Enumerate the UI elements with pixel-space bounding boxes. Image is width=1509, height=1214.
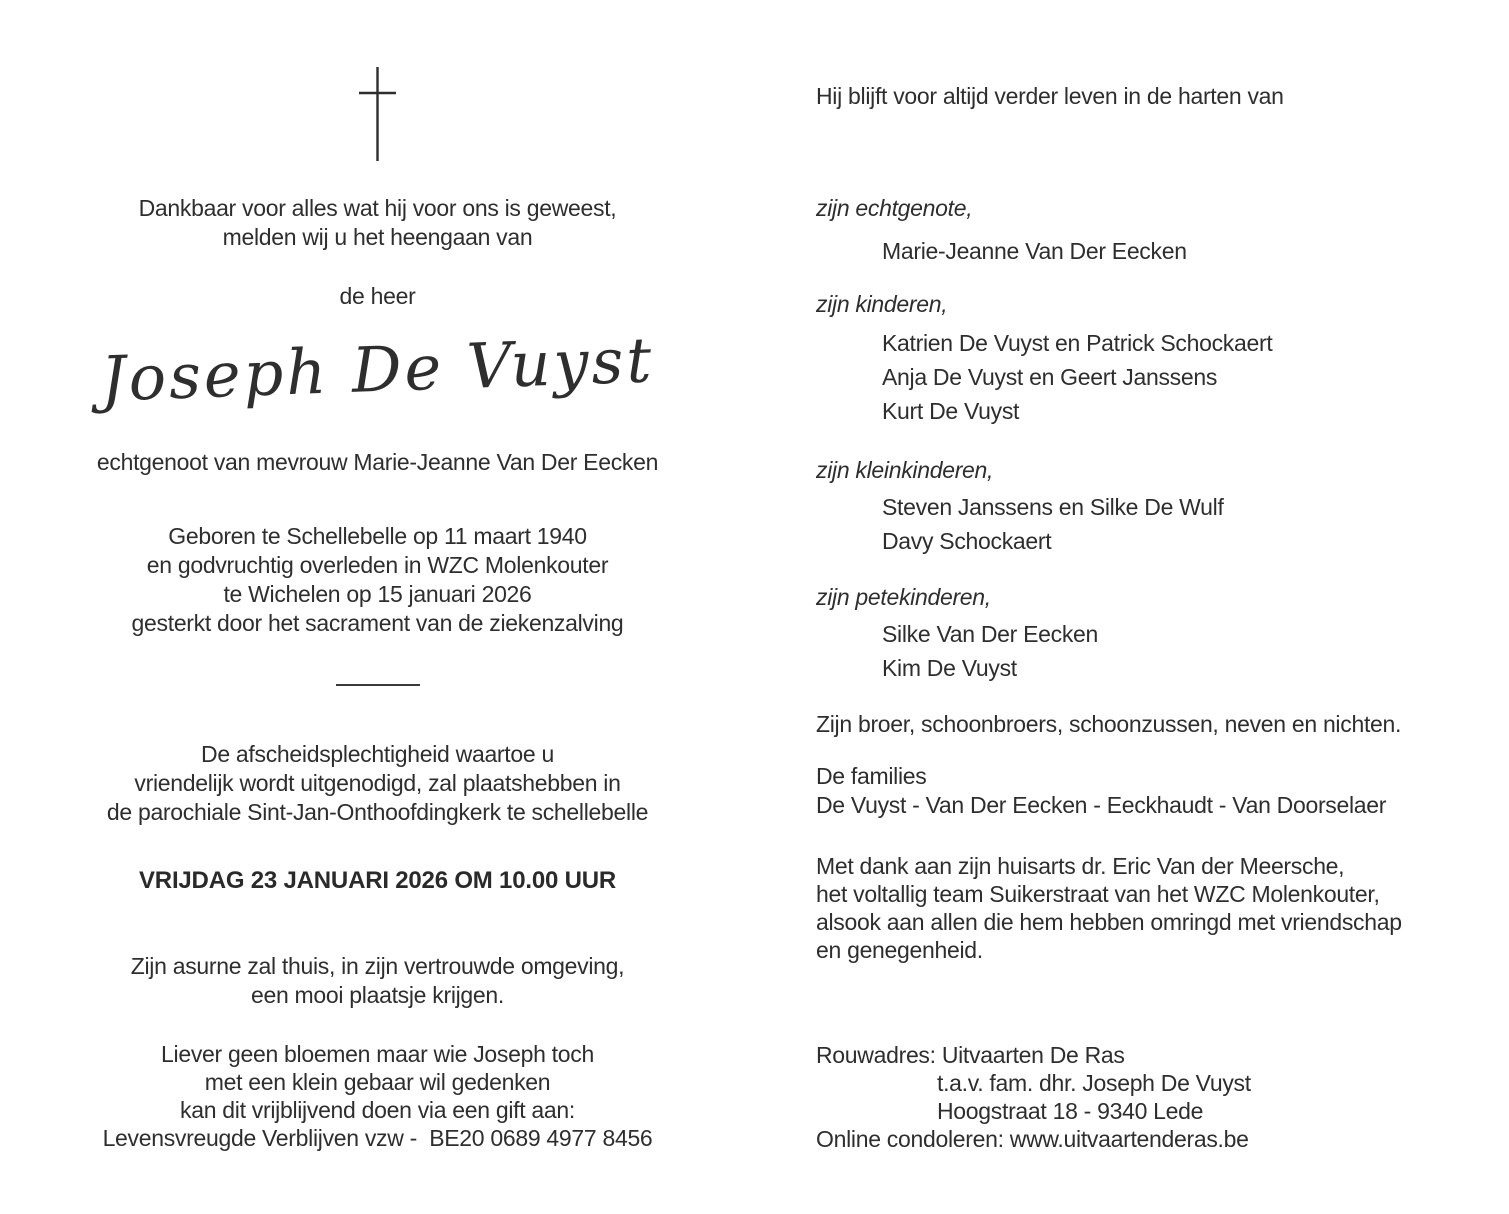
thanks-block (816, 852, 1476, 964)
intro-line: melden wij u het heengaan van (222, 224, 533, 250)
urn-line: een mooi plaatsje krijgen. (250, 982, 505, 1008)
family-member-name: Silke Van Der Eecken (882, 621, 1099, 647)
families-line: De Vuyst - Van Der Eecken - Eeckhaudt - Van Doorselaer (816, 792, 1387, 818)
group-kinderen-names (816, 326, 1476, 428)
group-echtgenote-names (816, 234, 1476, 268)
right-page (816, 0, 1476, 1214)
mourning-address-block (816, 1041, 1476, 1153)
service-info (50, 740, 705, 827)
thanks-line: Met dank aan zijn huisarts dr. Eric Van der Meersche, (816, 853, 1345, 879)
families-line: De families (816, 763, 927, 789)
relatives-line: Zijn broer, schoonbroers, schoonzussen, neven en nichten. (816, 711, 1402, 737)
family-member-name: Kim De Vuyst (882, 655, 1017, 681)
family-member-name: Katrien De Vuyst en Patrick Schockaert (882, 330, 1273, 356)
cross-icon (356, 64, 400, 164)
life-line: Geboren te Schellebelle op 11 maart 1940 (168, 523, 587, 549)
deceased-title: de heer (339, 283, 416, 309)
online-condolence-line: Online condoleren: www.uitvaartenderas.be (816, 1126, 1249, 1152)
donation-line: kan dit vrijblijvend doen via een gift aan: (180, 1097, 575, 1123)
family-member-name: Davy Schockaert (882, 528, 1052, 554)
life-line: en godvruchtig overleden in WZC Molenkouter (146, 552, 609, 578)
thanks-line: alsook aan allen die hem hebben omringd met vriendschap (816, 909, 1402, 935)
spouse-line: echtgenoot van mevrouw Marie-Jeanne Van Der Eecken (96, 449, 659, 475)
donation-line: Levensvreugde Verblijven vzw - BE20 0689 4977 8456 (102, 1125, 653, 1151)
service-line: vriendelijk wordt uitgenodigd, zal plaatshebben in (134, 770, 621, 796)
deceased-name: Joseph De Vuyst (99, 323, 656, 416)
mourning-address-line: Hoogstraat 18 - 9340 Lede (937, 1098, 1204, 1124)
family-member-name: Steven Janssens en Silke De Wulf (882, 494, 1224, 520)
life-line: te Wichelen op 15 januari 2026 (223, 581, 532, 607)
service-datetime: VRIJDAG 23 JANUARI 2026 OM 10.00 UUR (139, 867, 616, 894)
group-kinderen-label: zijn kinderen, (816, 291, 948, 317)
urn-info (50, 952, 705, 1010)
mourning-address-line: Rouwadres: Uitvaarten De Ras (816, 1042, 1125, 1068)
group-petekinderen-names (816, 617, 1476, 685)
group-kleinkinderen-label: zijn kleinkinderen, (816, 457, 994, 483)
family-member-name: Marie-Jeanne Van Der Eecken (882, 238, 1187, 264)
family-member-name: Anja De Vuyst en Geert Janssens (882, 364, 1218, 390)
families-block (816, 762, 1476, 820)
mourning-address-line: t.a.v. fam. dhr. Joseph De Vuyst (937, 1070, 1251, 1096)
life-dates (50, 522, 705, 638)
donation-info (50, 1040, 705, 1152)
left-page (50, 0, 705, 1214)
thanks-line: en genegenheid. (816, 937, 983, 963)
service-line: de parochiale Sint-Jan-Onthoofdingkerk te schellebelle (106, 799, 649, 825)
group-petekinderen-label: zijn petekinderen, (816, 584, 991, 610)
remembrance-heading: Hij blijft voor altijd verder leven in de harten van (816, 83, 1284, 109)
thanks-line: het voltallig team Suikerstraat van het WZC Molenkouter, (816, 881, 1380, 907)
life-line: gesterkt door het sacrament van de ziekenzalving (131, 610, 624, 636)
intro-line: Dankbaar voor alles wat hij voor ons is geweest, (138, 195, 617, 221)
service-line: De afscheidsplechtigheid waartoe u (201, 741, 554, 767)
donation-line: met een klein gebaar wil gedenken (204, 1069, 551, 1095)
urn-line: Zijn asurne zal thuis, in zijn vertrouwde omgeving, (130, 953, 625, 979)
section-divider (336, 684, 420, 686)
family-member-name: Kurt De Vuyst (882, 398, 1020, 424)
donation-line: Liever geen bloemen maar wie Joseph toch (161, 1041, 594, 1067)
group-kleinkinderen-names (816, 490, 1476, 558)
group-echtgenote-label: zijn echtgenote, (816, 195, 973, 221)
intro-text (50, 194, 705, 252)
